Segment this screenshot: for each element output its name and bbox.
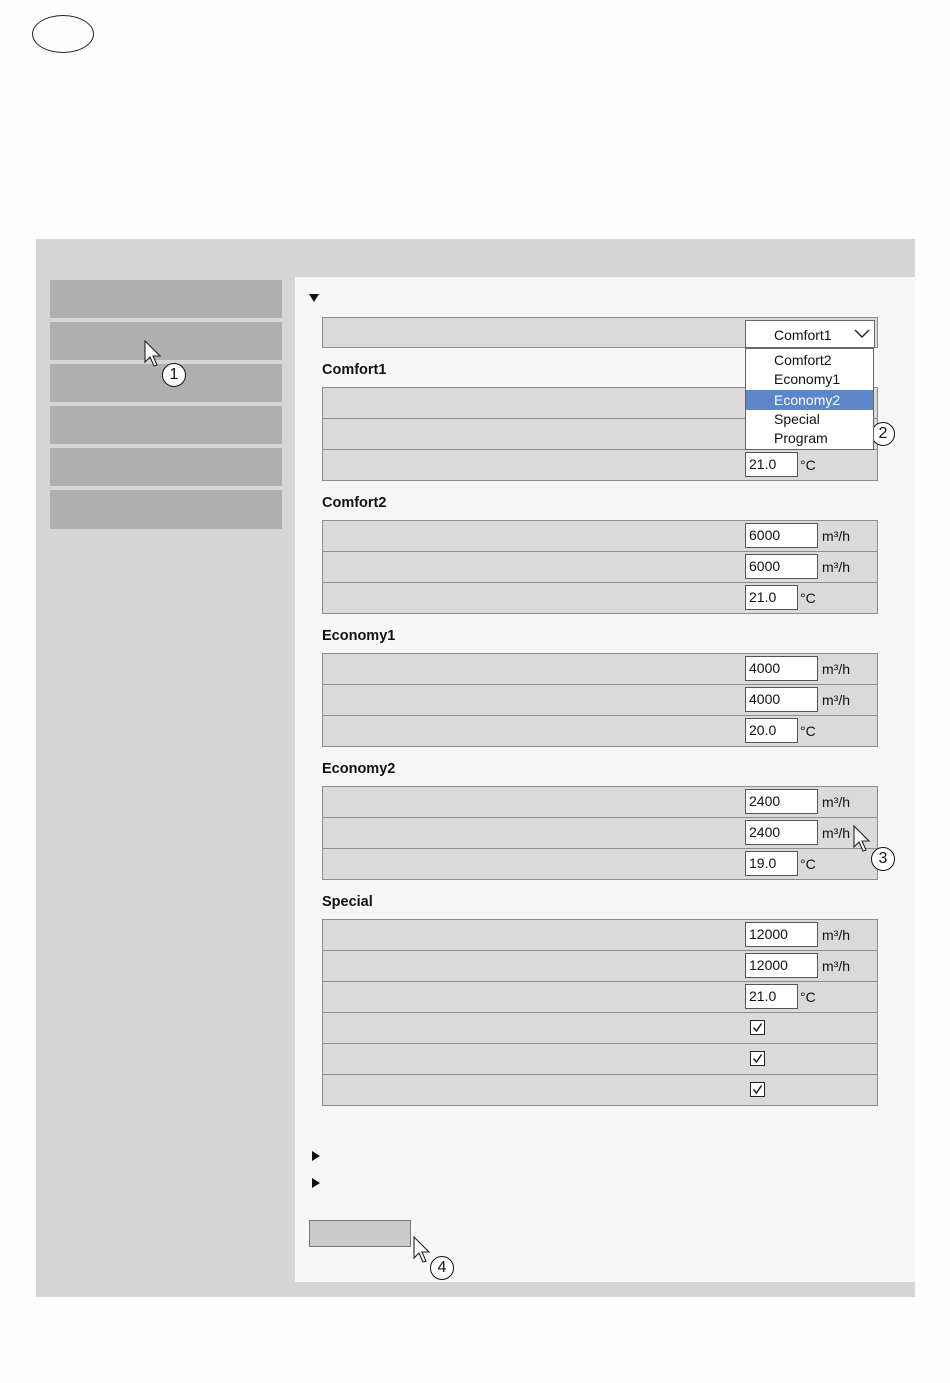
settings-table-special bbox=[322, 919, 878, 1106]
temperature-input[interactable]: 21.0 bbox=[745, 984, 798, 1009]
mode-select-value: Comfort1 bbox=[774, 327, 832, 343]
mouse-pointer-icon bbox=[853, 825, 873, 855]
unit-label: m³/h bbox=[822, 825, 850, 841]
option-checkbox-2[interactable] bbox=[750, 1051, 765, 1066]
table-row bbox=[323, 521, 877, 552]
table-row bbox=[323, 583, 877, 613]
unit-label: m³/h bbox=[822, 528, 850, 544]
exhaust-air-flow-input[interactable]: 12000 bbox=[745, 953, 818, 978]
section-title-economy1: Economy1 bbox=[322, 628, 396, 644]
supply-air-flow-input[interactable]: 6000 bbox=[745, 523, 818, 548]
dropdown-option-comfort2[interactable]: Comfort2 bbox=[774, 352, 832, 368]
unit-label: °C bbox=[800, 989, 816, 1005]
unit-label: °C bbox=[800, 590, 816, 606]
checkmark-icon bbox=[752, 1053, 763, 1064]
table-row bbox=[323, 654, 877, 685]
unit-label: m³/h bbox=[822, 794, 850, 810]
table-row bbox=[323, 982, 877, 1013]
dropdown-option-economy1[interactable]: Economy1 bbox=[774, 371, 841, 387]
callout-4: 4 bbox=[430, 1256, 454, 1280]
settings-table-economy2 bbox=[322, 786, 878, 880]
callout-1: 1 bbox=[162, 363, 186, 387]
unit-label: °C bbox=[800, 457, 816, 473]
table-row bbox=[323, 818, 877, 849]
sidebar-menu bbox=[50, 280, 282, 533]
mouse-pointer-icon bbox=[144, 340, 164, 370]
table-row bbox=[323, 787, 877, 818]
mouse-pointer-icon bbox=[413, 1236, 433, 1266]
table-row bbox=[323, 920, 877, 951]
unit-label: m³/h bbox=[822, 559, 850, 575]
table-row bbox=[323, 685, 877, 716]
supply-air-flow-input[interactable]: 2400 bbox=[745, 789, 818, 814]
dropdown-option-economy2[interactable]: Economy2 bbox=[746, 390, 873, 410]
table-row bbox=[323, 849, 877, 879]
section-title-special: Special bbox=[322, 894, 373, 910]
option-checkbox-1[interactable] bbox=[750, 1020, 765, 1035]
sidebar-item-6[interactable] bbox=[50, 490, 282, 529]
triangle-right-icon[interactable] bbox=[312, 1151, 320, 1161]
exhaust-air-flow-input[interactable]: 2400 bbox=[745, 820, 818, 845]
callout-3: 3 bbox=[871, 847, 895, 871]
exhaust-air-flow-input[interactable]: 6000 bbox=[745, 554, 818, 579]
sidebar-item-2[interactable] bbox=[50, 322, 282, 360]
triangle-right-icon[interactable] bbox=[312, 1178, 320, 1188]
sidebar-item-5[interactable] bbox=[50, 448, 282, 486]
unit-label: m³/h bbox=[822, 927, 850, 943]
section-title-comfort1: Comfort1 bbox=[322, 362, 387, 378]
temperature-input[interactable]: 21.0 bbox=[745, 452, 798, 477]
checkmark-icon bbox=[752, 1084, 763, 1095]
temperature-input[interactable]: 21.0 bbox=[745, 585, 798, 610]
chevron-down-icon bbox=[854, 329, 870, 339]
temperature-input[interactable]: 20.0 bbox=[745, 718, 798, 743]
sidebar-item-1[interactable] bbox=[50, 280, 282, 318]
unit-label: m³/h bbox=[822, 661, 850, 677]
unit-label: °C bbox=[800, 723, 816, 739]
temperature-input[interactable]: 19.0 bbox=[745, 851, 798, 876]
table-row bbox=[323, 450, 877, 480]
table-row bbox=[323, 1013, 877, 1044]
triangle-down-icon[interactable] bbox=[309, 294, 319, 302]
callout-2: 2 bbox=[871, 422, 895, 446]
supply-air-flow-input[interactable]: 12000 bbox=[745, 922, 818, 947]
exhaust-air-flow-input[interactable]: 4000 bbox=[745, 687, 818, 712]
sidebar-item-4[interactable] bbox=[50, 406, 282, 444]
table-row bbox=[323, 951, 877, 982]
section-title-comfort2: Comfort2 bbox=[322, 495, 387, 511]
unit-label: m³/h bbox=[822, 958, 850, 974]
section-title-economy2: Economy2 bbox=[322, 761, 396, 777]
mode-select[interactable] bbox=[745, 320, 875, 348]
supply-air-flow-input[interactable]: 4000 bbox=[745, 656, 818, 681]
table-row bbox=[323, 1044, 877, 1075]
dropdown-option-program[interactable]: Program bbox=[774, 430, 828, 446]
checkmark-icon bbox=[752, 1022, 763, 1033]
language-badge-oval bbox=[32, 15, 94, 53]
settings-table-comfort2 bbox=[322, 520, 878, 614]
table-row bbox=[323, 1075, 877, 1105]
table-row bbox=[323, 552, 877, 583]
option-checkbox-3[interactable] bbox=[750, 1082, 765, 1097]
dropdown-option-special[interactable]: Special bbox=[774, 411, 820, 427]
save-button[interactable] bbox=[309, 1220, 411, 1247]
table-row bbox=[323, 716, 877, 746]
unit-label: °C bbox=[800, 856, 816, 872]
settings-table-economy1 bbox=[322, 653, 878, 747]
mode-dropdown-list bbox=[745, 348, 874, 450]
unit-label: m³/h bbox=[822, 692, 850, 708]
